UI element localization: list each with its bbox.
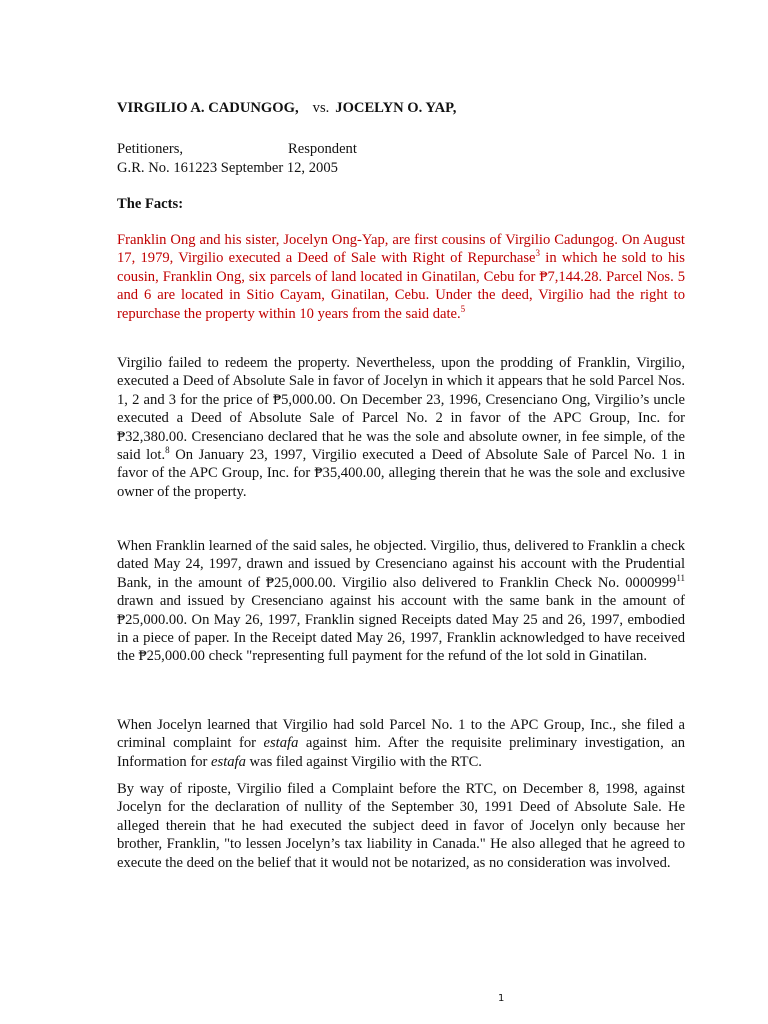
footnote-ref[interactable]: 5 <box>460 303 466 314</box>
paragraph-facts-4 <box>117 716 685 771</box>
paragraph-text: By way of riposte, Virgilio filed a Complaint before the RTC, on December 8, 1998, against Jocelyn for the declaration of nullity of the September 30, 1991 Deed of Absolute Sale. He alleged therein that he had executed the subject deed in favor of Jocelyn only because her brother, Franklin, "to lessen Jocelyn’s tax liability in Canada." He also alleged that he agreed to execute the deed on the belief that it would not be notarized, as no consideration was involved. <box>117 781 685 871</box>
footnote-ref[interactable]: 11 <box>676 572 685 583</box>
versus-label: vs. <box>312 100 330 116</box>
paragraph-text: in which he sold to his cousin, Franklin Ong, six parcels of land located in Ginatilan, Cebu for ₱7,144.28. Parcel Nos. 5 and 6 are located in Sitio Cayam, Ginatilan, Cebu. Under the deed, Virgilio had the right to repurchase the property within 10 years from the said date. <box>117 250 685 322</box>
paragraph-facts-2 <box>117 354 685 501</box>
paragraph-facts-3 <box>117 537 685 666</box>
petitioner-name: VIRGILIO A. CADUNGOG, <box>117 100 299 116</box>
respondent-label: Respondent <box>288 141 357 157</box>
paragraph-text: When Franklin learned of the said sales, he objected. Virgilio, thus, delivered to Franklin a check dated May 24, 1997, drawn and issued by Cresenciano against his account with the Prudential Bank, in the amount of ₱25,000.00. Virgilio also delivered to Franklin Check No. 0000999 <box>117 538 685 591</box>
party-labels <box>117 141 357 158</box>
case-number: G.R. No. 161223 September 12, 2005 <box>117 160 338 176</box>
paragraph-text: Franklin Ong and his sister, Jocelyn Ong-Yap, are first cousins of Virgilio Cadungog. On August 17, 1979, Virgilio executed a Deed of Sale with Right of Repurchase <box>117 232 685 267</box>
paragraph-facts-5 <box>117 780 685 872</box>
page-number: 1 <box>498 993 505 1004</box>
case-title <box>117 100 456 117</box>
paragraph-text: Virgilio failed to redeem the property. Nevertheless, upon the prodding of Franklin, Virgilio, executed a Deed of Absolute Sale in favor of Jocelyn in which it appears that he sold Parcel Nos. 1, 2 and 3 for the price of ₱5,000.00. On December 23, 1996, Cresenciano Ong, Virgilio’s uncle executed a Deed of Absolute Sale of Parcel No. 2 in favor of the APC Group, Inc. for ₱32,380.00. Cresenciano declared that he was the sole and absolute owner, in fee simple, of the said lot. <box>117 355 685 464</box>
emphasis-term: estafa <box>211 753 246 770</box>
paragraph-text: was filed against Virgilio with the RTC. <box>245 753 482 770</box>
paragraph-facts-1 <box>117 231 685 323</box>
paragraph-text: On January 23, 1997, Virgilio executed a Deed of Absolute Sale of Parcel No. 1 in favor of the APC Group, Inc. for ₱35,400.00, alleging therein that he was the sole and exclusive owner of the property. <box>117 447 685 500</box>
respondent-name: JOCELYN O. YAP, <box>335 100 457 116</box>
emphasis-term: estafa <box>263 735 299 752</box>
paragraph-text: drawn and issued by Cresenciano against his account with the same bank in the amount of ₱25,000.00. On May 26, 1997, Franklin signed Receipts dated May 25 and 26, 1997, embodied in a piece of paper. In the Receipt dated May 26, 1997, Franklin acknowledged to have received the ₱25,000.00 check "representing full payment for the refund of the lot sold in Ginatilan. <box>117 593 685 665</box>
section-heading: The Facts: <box>117 196 184 212</box>
footnote-ref[interactable]: 3 <box>535 248 541 259</box>
petitioners-label: Petitioners, <box>117 141 184 157</box>
paragraph-text: against him. After the requisite preliminary investigation, an Information for <box>117 735 685 770</box>
footnote-ref[interactable]: 8 <box>165 445 170 456</box>
paragraph-text: When Jocelyn learned that Virgilio had sold Parcel No. 1 to the APC Group, Inc., she filed a criminal complaint for <box>117 717 685 752</box>
